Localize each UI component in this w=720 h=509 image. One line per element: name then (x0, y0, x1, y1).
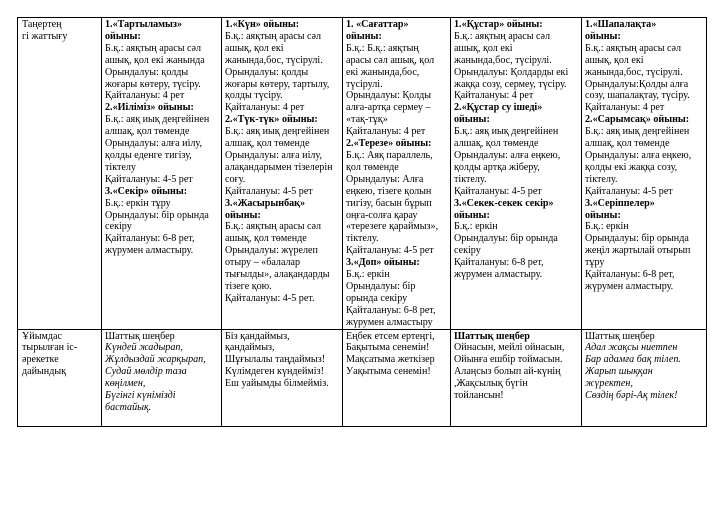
wednesday-circle-cell (343, 329, 451, 426)
text-line: Орындалуы:Қолды алға (585, 78, 689, 90)
text-line: ашық, қол екі (454, 42, 513, 54)
text-line: Қайталануы: 6-8 рет, (454, 257, 544, 269)
text-line: тойлансын! (454, 390, 504, 402)
text-line: Б.қ.: аяқтың арасы сәл (585, 42, 682, 54)
text-line: Қайталануы: 4 рет (225, 102, 305, 114)
text-line: 1.«Күн» ойыны: (225, 19, 300, 30)
text-line: Алаңсыз болып ай-күнің (454, 366, 561, 378)
text-line: ,Жақсылық бүгін (454, 378, 528, 390)
text-line: көңілмен, (105, 378, 146, 390)
text-line: қандаймыз, (225, 342, 275, 354)
text-line: 1. «Сағаттар» (346, 19, 409, 30)
text-line: алшақ, қол төменде (105, 126, 190, 138)
text-line: 1.«Құстар» ойыны: (454, 19, 543, 30)
text-line: «тақ-тұқ» (346, 114, 388, 126)
text-line: Орындалуы: бір орында (454, 233, 558, 245)
text-line: тіктелу. (454, 173, 487, 185)
text-line: жүрумен алмастыру. (585, 280, 674, 292)
text-line: «терезеге қараймыз», (346, 221, 439, 233)
text-line: екі жанында,бос, (346, 66, 420, 78)
text-line: тұру (585, 257, 605, 269)
text-line: Орындалуы: Қолдарды екі (454, 66, 569, 78)
text-line: Б.қ.: аяқтың арасы сәл (454, 30, 551, 42)
text-line: жоғары көтеру, түсіру. (105, 78, 201, 90)
text-line: Қайталануы: 4 рет (585, 102, 665, 114)
text-line: секіру (105, 221, 132, 233)
text-line: Күндей жадырап, (105, 342, 183, 354)
text-line: жаққа созу, сермеу, түсіру. (454, 78, 567, 90)
text-line: Орындалуы: алға иілу, (105, 138, 202, 150)
text-line: созу, шапалақтау, түсіру. (585, 90, 690, 102)
text-line: Қайталануы: 4-5 рет (346, 245, 434, 257)
text-line: қолды түсіру. (225, 90, 283, 102)
text-line: алға-артқа сермеу – (346, 102, 431, 114)
text-line: Мақсатыма жеткізер (346, 354, 435, 366)
text-line: Қайталануы: 4-5 рет (454, 185, 542, 197)
text-line: орында секіру (346, 292, 408, 304)
text-line: Орындалуы: Қолды (346, 90, 432, 102)
text-line: тізеге қою. (225, 280, 272, 292)
text-line: Қайталануы: 6-8 рет, (105, 233, 195, 245)
text-line: ойыны: (225, 209, 261, 221)
text-line: жеңіл жартылай отырып (585, 245, 691, 257)
text-line: дайындық (22, 366, 67, 378)
text-line: Қайталануы: 4-5 рет (225, 185, 313, 197)
text-line: Б.қ.: аяқ иық деңгейінен (585, 126, 690, 138)
text-line: 3.«Секек-секек секір» (454, 197, 554, 209)
text-line: Шаттық шеңбер (454, 330, 530, 342)
text-line: тіктелу (105, 161, 136, 173)
text-line: Күлімдеген күндейміз! (225, 366, 324, 378)
text-line: Орындалуы: бір (346, 280, 416, 292)
text-line: Адал жақсы ниетпен (585, 342, 678, 354)
text-line: Қайталануы: 4 рет (346, 126, 426, 138)
text-line: Еңбек етсем ертеңгі, (346, 330, 435, 342)
text-line: гі жаттығу (22, 30, 68, 42)
text-line: тығылды», алақандарды (225, 269, 330, 281)
text-line: Б.қ.: еркін (346, 269, 390, 281)
text-line: ашық, қол екі жанында (105, 54, 205, 66)
text-line: еңкею, тізеге қолын (346, 185, 432, 197)
text-line: 1.«Тартыламыз» (105, 19, 183, 30)
activity-prep-row (18, 329, 707, 426)
text-line: жүректен, (585, 378, 633, 390)
text-line: алшақ, қол төменде (585, 138, 670, 150)
text-line: 3.«Секір» ойыны: (105, 185, 188, 197)
text-line: жүрумен алмастыру (346, 316, 433, 328)
text-line: жоғары көтеру, тартылу, (225, 78, 330, 90)
text-line: 2.«Иіліміз» ойыны: (105, 102, 194, 114)
text-line: жүрумен алмастыру. (105, 245, 194, 257)
text-line: алшақ, қол төменде (454, 138, 539, 150)
text-line: Б.қ.: еркін (585, 221, 629, 233)
text-line: әрекетке (22, 354, 59, 366)
text-line: Орындалуы: жүрелеп (225, 245, 318, 257)
text-line: Қайталануы: 6-8 рет, (346, 304, 436, 316)
text-line: Б.қ.: аяқтың арасы сәл (225, 30, 322, 42)
text-line: Бақытыма сенемін! (346, 342, 430, 354)
text-line: 2.«Құстар су ішеді» (454, 102, 543, 114)
text-line: алшақ, қол төменде (225, 138, 310, 150)
text-line: 2.«Түк-түк» ойыны: (225, 114, 318, 126)
text-line: Орындалуы: қолды (225, 66, 309, 78)
text-line: оңға-солға қарау (346, 209, 418, 221)
row-label-activity-prep (18, 329, 102, 426)
text-line: Ойнасын, мейлі ойнасын, (454, 342, 565, 354)
text-line: Шаттық шеңбер (105, 330, 175, 342)
row-label-morning-exercise (18, 18, 102, 330)
text-line: ойыны: (585, 209, 621, 221)
text-line: Б.қ.: еркін тұру (105, 197, 171, 209)
text-line: қолды еденге тигізу, (105, 149, 192, 161)
thursday-exercise-cell (451, 18, 582, 330)
text-line: жүрумен алмастыру. (454, 269, 543, 281)
text-line: қол төменде (346, 161, 399, 173)
text-line: Орындалуы: қолды (105, 66, 189, 78)
text-line: қолды артқа жіберу, (454, 161, 540, 173)
text-line: Шаттық шеңбер (585, 330, 655, 342)
text-line: Орындалуы: алға еңкею, (454, 149, 561, 161)
text-line: Б.қ.: аяқ иық деңгейінен (454, 126, 559, 138)
text-line: Уақытыма сенемін! (346, 366, 431, 378)
text-line: 2.«Сарымсақ» ойыны: (585, 114, 690, 126)
text-line: жанында,бос, түсірулі. (454, 54, 552, 66)
text-line: Қайталануы: 4 рет (454, 90, 534, 102)
text-line: Ойынға ешбір тоймасын. (454, 354, 563, 366)
text-line: 1.«Шапалақта» (585, 19, 657, 30)
text-line: Б.қ.: аяқтың арасы сәл (105, 42, 202, 54)
text-line: тіктелу. (346, 233, 379, 245)
text-line: тигізу, басын бұрып (346, 197, 432, 209)
text-line: ашық, қол екі (225, 42, 284, 54)
text-line: отыру – «балалар (225, 257, 301, 269)
text-line: Біз қандаймыз, (225, 330, 290, 342)
monday-exercise-cell (102, 18, 222, 330)
text-line: Бар адамға бақ тілеп. (585, 354, 681, 366)
text-line: жанында,бос, түсірулі. (585, 66, 683, 78)
text-line: Қайталануы: 4-5 рет (585, 185, 673, 197)
monday-circle-cell (102, 329, 222, 426)
text-line: Б.қ.: Б.қ.: аяқтың (346, 42, 419, 54)
text-line: Еш уайымды білмейміз. (225, 378, 329, 390)
text-line: Қайталануы: 4-5 рет. (225, 292, 315, 304)
text-line: ашық, қол төменде (225, 233, 307, 245)
text-line: ойыны: (105, 30, 141, 42)
text-line: ойыны: (346, 30, 382, 42)
text-line: Б.қ.: Аяқ параллель, (346, 149, 433, 161)
text-line: Б.қ.: аяқ иық деңгейінен (105, 114, 210, 126)
text-line: бастайық. (105, 402, 152, 413)
text-line: тіктелу. (585, 173, 618, 185)
text-line: қолды екі жаққа созу, (585, 161, 678, 173)
text-line: алақандарымен тізелерін (225, 161, 333, 173)
text-line: Қайталануы: 6-8 рет, (585, 269, 675, 281)
text-line: тырылған іс- (22, 342, 78, 354)
text-line: ойыны: (454, 114, 490, 126)
text-line: Жұлдыздай жарқырап, (105, 354, 206, 366)
wednesday-exercise-cell (343, 18, 451, 330)
text-line: Б.қ.: аяқтың арасы сәл (225, 221, 322, 233)
text-line: 2.«Терезе» ойыны: (346, 138, 432, 150)
text-line: Бүгінгі күнімізді (105, 390, 176, 402)
text-line: арасы сәл ашық, қол (346, 54, 435, 66)
text-line: Орындалуы: алға еңкею, (585, 149, 692, 161)
text-line: Жарып шыққан (585, 366, 653, 378)
text-line: 3.«Доп» ойыны: (346, 257, 420, 269)
text-line: Қайталануы: 4-5 рет (105, 173, 193, 185)
text-line: Орындалуы: Алға (346, 173, 424, 185)
friday-exercise-cell (582, 18, 707, 330)
text-line: Таңертең (22, 19, 62, 30)
text-line: секіру (454, 245, 481, 257)
text-line: түсірулі. (346, 78, 383, 90)
text-line: Б.қ.: еркін (454, 221, 498, 233)
friday-circle-cell (582, 329, 707, 426)
text-line: Қайталануы: 4 рет (105, 90, 185, 102)
text-line: Орындалуы: алға иілу, (225, 149, 322, 161)
text-line: Орындалуы: бір орында (105, 209, 209, 221)
tuesday-circle-cell (222, 329, 343, 426)
text-line: Сөздің бәрі-Ақ тілек! (585, 390, 678, 402)
text-line: 3.«Серіппелер» (585, 197, 655, 209)
text-line: Орындалуы: бір орында (585, 233, 689, 245)
thursday-circle-cell (451, 329, 582, 426)
tuesday-exercise-cell (222, 18, 343, 330)
text-line: ойыны: (585, 30, 621, 42)
schedule-table (17, 17, 707, 427)
text-line: 3.«Жасырынбақ» (225, 197, 306, 209)
text-line: соғу. (225, 173, 246, 185)
text-line: Ұйымдас (22, 330, 62, 342)
text-line: Б.қ.: аяқ иық деңгейінен (225, 126, 330, 138)
text-line: ашық, қол екі (585, 54, 644, 66)
text-line: ойыны: (454, 209, 490, 221)
text-line: Судай мөлдір таза (105, 366, 187, 378)
morning-exercise-row (18, 18, 707, 330)
text-line: жанында,бос, түсірулі. (225, 54, 323, 66)
text-line: Шұғылалы таңдаймыз! (225, 354, 326, 366)
